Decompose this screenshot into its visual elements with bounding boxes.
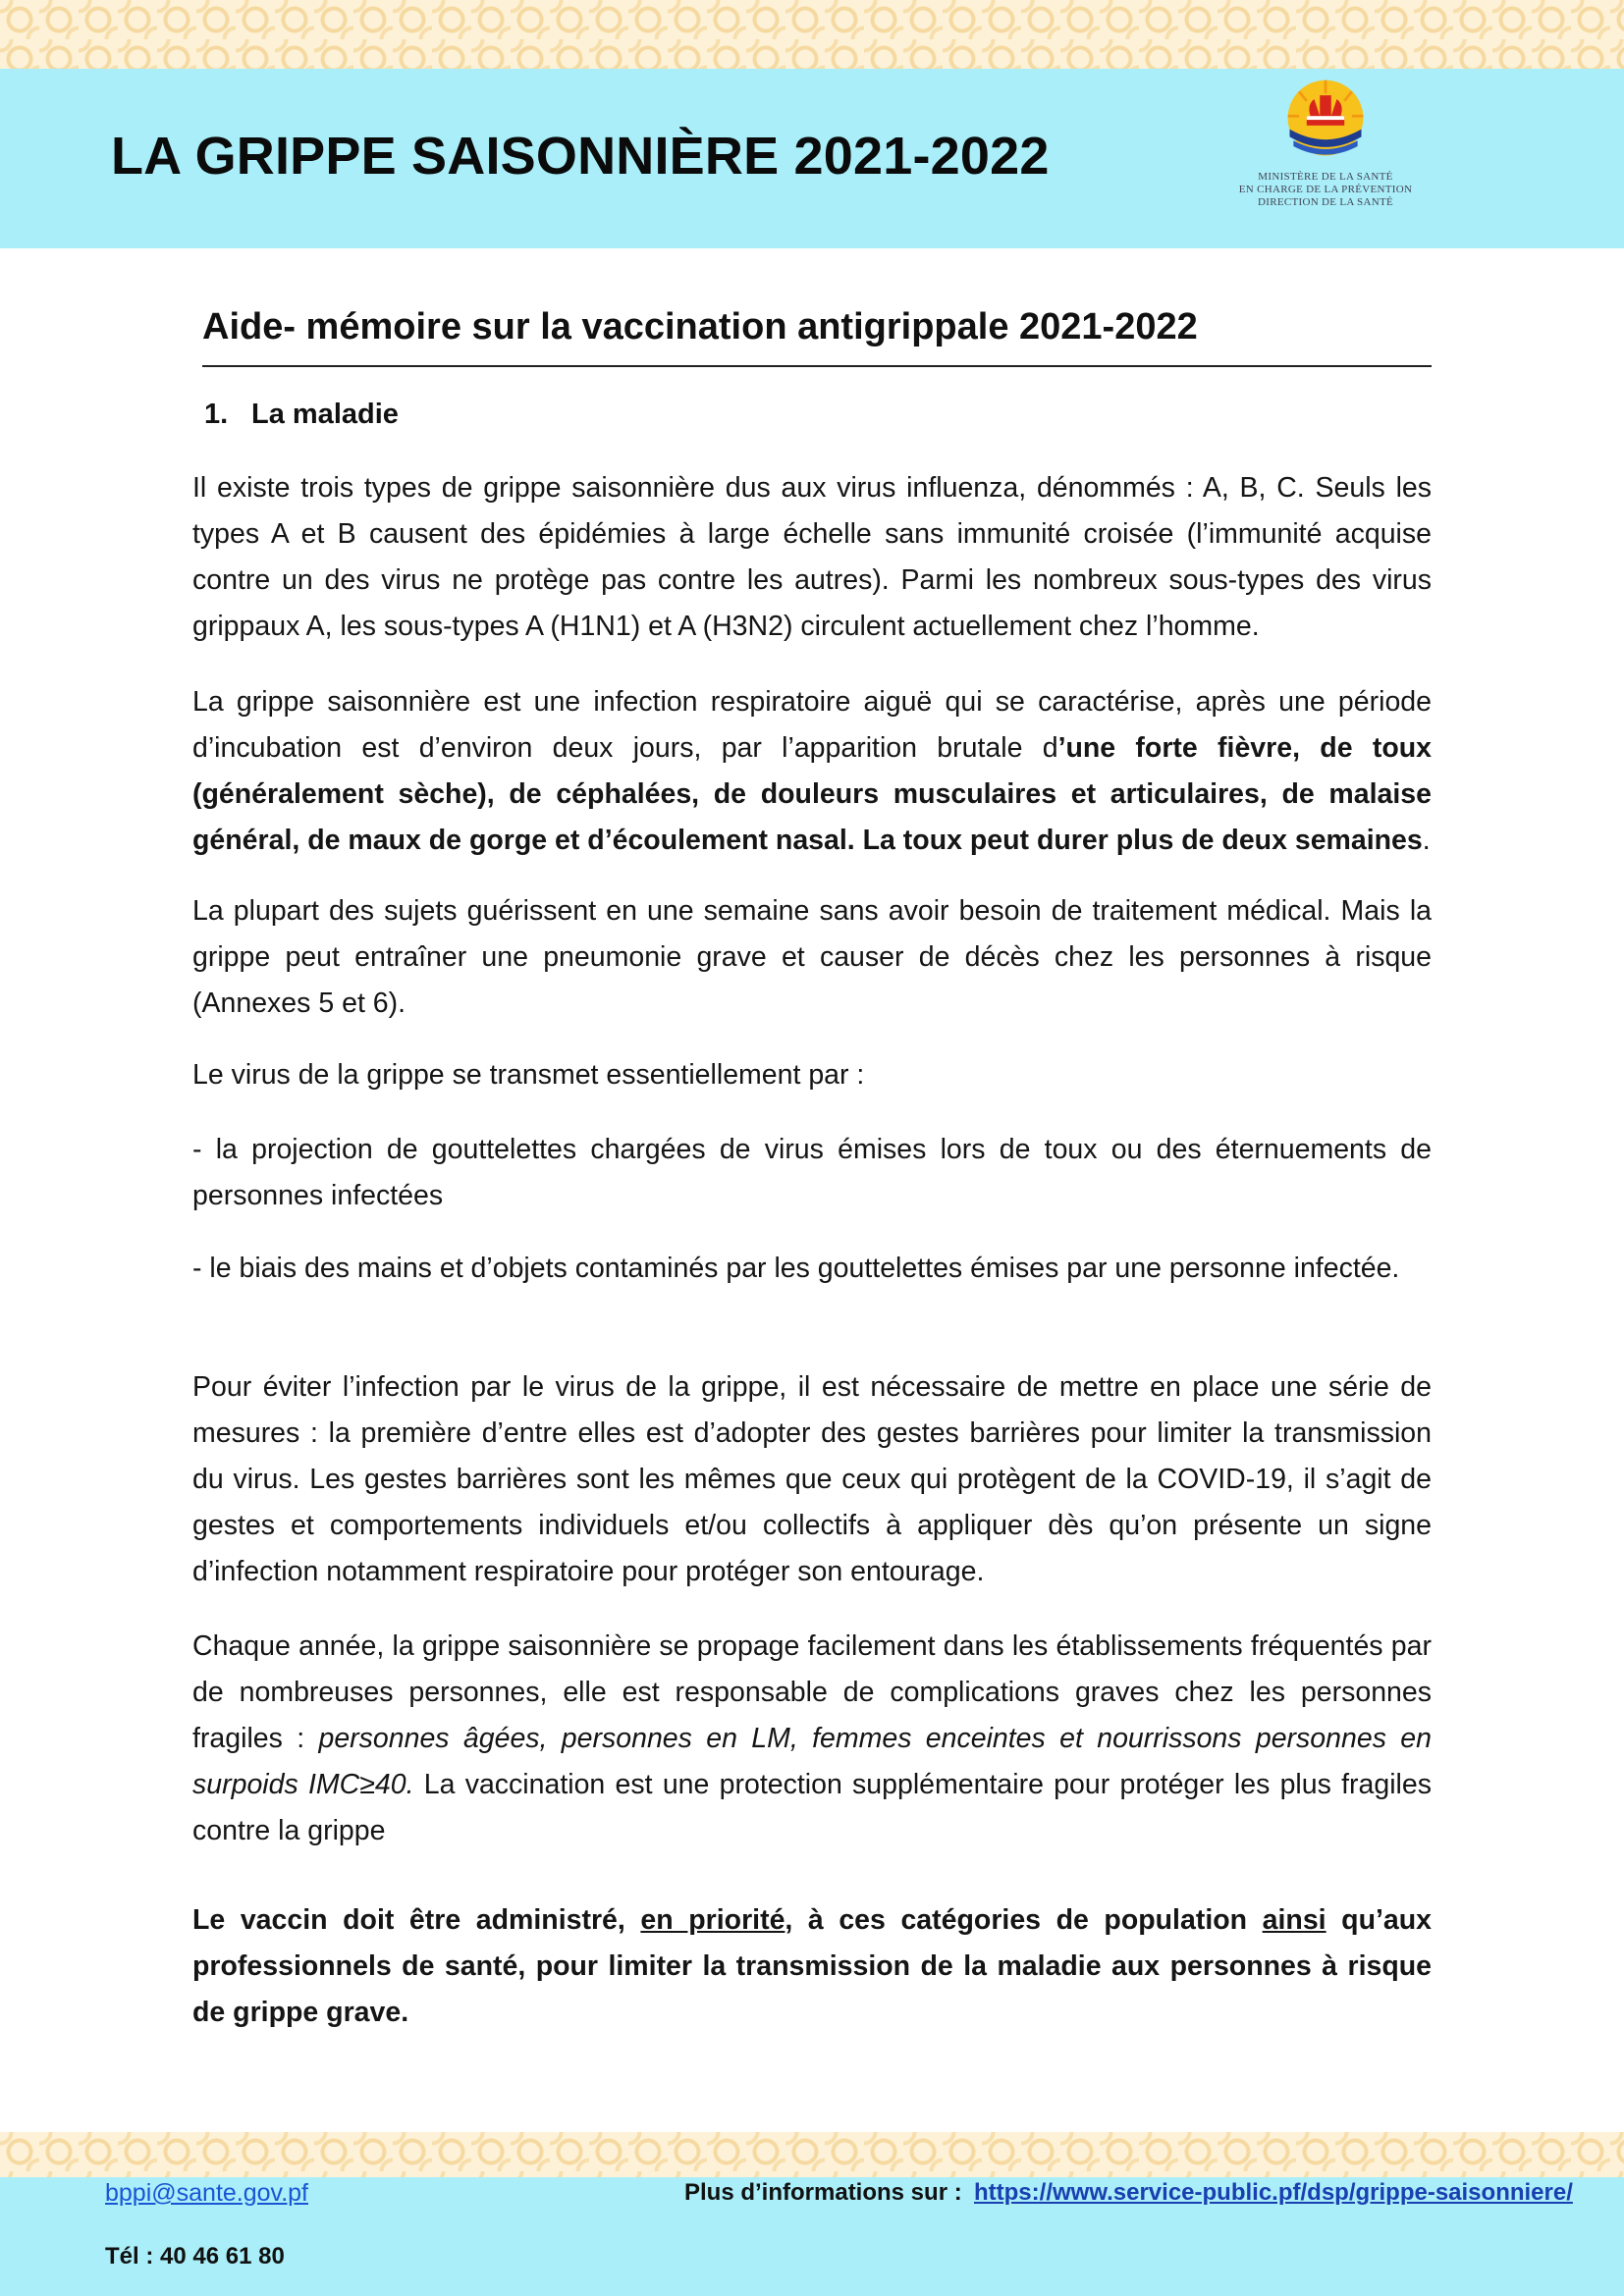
text-run: ’une forte fièvre, de toux (généralement sèche), de céphalées, de douleurs musculaires et articulaires, de malaise général, de maux de gorge et d’écoulement nasal. La toux peut durer plus de deux semaines	[192, 732, 1432, 856]
text-run: Chaque année, la grippe saisonnière se propage facilement dans les établissements fréquentés par de nombreuses personnes, elle est responsable de complications graves chez les personnes fragiles :	[192, 1630, 1432, 1754]
info-url-link[interactable]: https://www.service-public.pf/dsp/grippe-saisonniere/	[974, 2179, 1573, 2206]
priority-statement	[192, 1897, 1432, 2036]
text-run: personnes âgées, personnes en LM, femmes enceintes et nourrissons personnes en surpoids IMC≥40.	[192, 1723, 1432, 1800]
ministry-logo	[1227, 75, 1424, 230]
section-number: 1.	[204, 399, 229, 430]
paragraph	[192, 465, 1432, 650]
phone-number: Tél : 40 46 61 80	[105, 2243, 285, 2269]
paragraph	[192, 1364, 1432, 1595]
text-run: - la projection de gouttelettes chargées de virus émises lors de toux ou des éternuements de personnes infectées	[192, 1134, 1432, 1211]
paragraph	[192, 1624, 1432, 1854]
text-run: Pour éviter l’infection par le virus de la grippe, il est nécessaire de mettre en place une série de mesures : la première d’entre elles est d’adopter des gestes barrières pour limiter la transmission du virus. Les gestes barrières sont les mêmes que ceux qui protègent de la COVID-19, il s’agit de gestes et comportements individuels et/ou collectifs à appliquer dès qu’on présente un signe d’infection notamment respiratoire pour protéger son entourage.	[192, 1371, 1432, 1587]
logo-text-line-2: EN CHARGE DE LA PRÉVENTION	[1238, 184, 1413, 195]
section-heading	[204, 399, 399, 431]
list-item	[192, 1246, 1432, 1292]
text-run: Le vaccin doit être administré,	[192, 1904, 641, 1936]
polynesia-emblem-icon	[1278, 75, 1373, 169]
text-run: en priorité	[640, 1904, 785, 1936]
text-run: Il existe trois types de grippe saisonnière dus aux virus influenza, dénommés : A, B, C. Seuls les types A et B causent des épidémies à large échelle sans immunité croisée (l’immunité acquise contre un des virus ne protège pas contre les autres). Parmi les nombreux sous-types des virus grippaux A, les sous-types A (H1N1) et A (H3N2) circulent actuellement chez l’homme.	[192, 472, 1432, 642]
text-run: Le virus de la grippe se transmet essentiellement par :	[192, 1059, 865, 1091]
text-run: qu’aux professionnels de santé, pour limiter la transmission de la maladie aux personnes à risque de grippe grave.	[192, 1904, 1433, 2028]
decorative-pattern-top	[0, 0, 1624, 69]
logo-text-line-1: MINISTÈRE DE LA SANTÉ	[1258, 171, 1393, 183]
logo-text-line-3: DIRECTION DE LA SANTÉ	[1258, 196, 1393, 208]
paragraph	[192, 679, 1432, 864]
paragraph	[192, 888, 1432, 1027]
paragraph	[192, 1052, 1432, 1098]
more-info-label: Plus d’informations sur :	[684, 2179, 962, 2206]
document-title: Aide- mémoire sur la vaccination antigrippale 2021-2022	[202, 306, 1198, 347]
email-link[interactable]: bppi@sante.gov.pf	[105, 2179, 308, 2207]
text-run: , à ces catégories de population	[785, 1904, 1263, 1936]
text-run: - le biais des mains et d’objets contaminés par les gouttelettes émises par une personne infectée.	[192, 1253, 1400, 1284]
decorative-pattern-bottom	[0, 2132, 1624, 2177]
text-run: ainsi	[1262, 1904, 1326, 1936]
text-run: La vaccination est une protection supplémentaire pour protéger les plus fragiles contre la grippe	[192, 1769, 1432, 1846]
text-run: La grippe saisonnière est une infection respiratoire aiguë qui se caractérise, après une période d’incubation est d’environ deux jours, par l’apparition brutale d	[192, 686, 1432, 764]
section-label: La maladie	[251, 399, 399, 430]
text-run: La plupart des sujets guérissent en une semaine sans avoir besoin de traitement médical. Mais la grippe peut entraîner une pneumonie grave et causer de décès chez les personnes à risque (Annexes 5 et 6).	[192, 895, 1432, 1019]
list-item	[192, 1127, 1432, 1219]
text-run: .	[1422, 825, 1431, 856]
page-title: LA GRIPPE SAISONNIÈRE 2021-2022	[111, 127, 1050, 186]
title-underline	[202, 365, 1432, 367]
